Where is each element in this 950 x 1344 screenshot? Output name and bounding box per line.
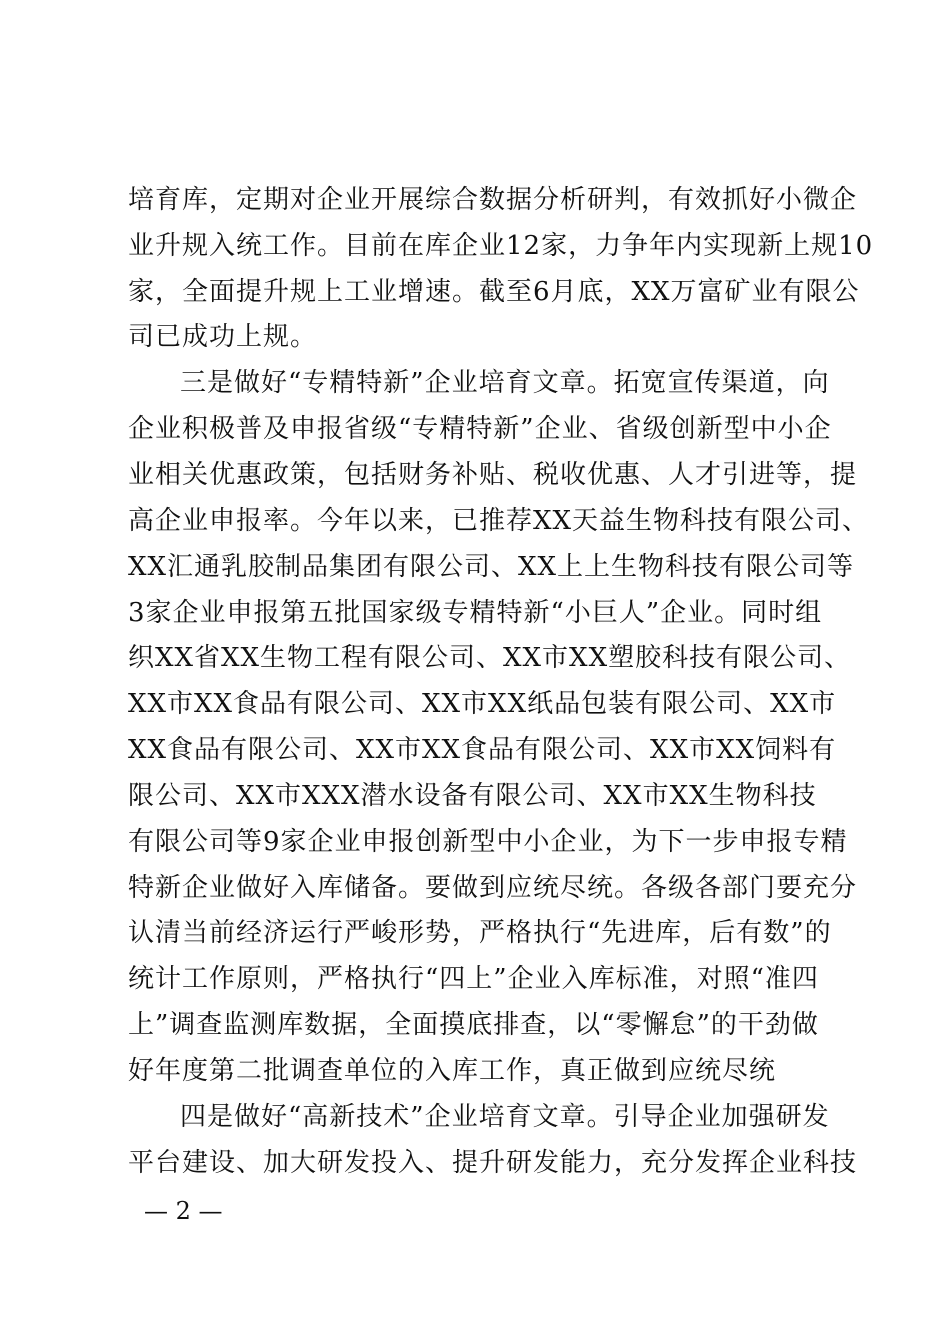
text-line: 好年度第二批调查单位的入库工作，真正做到应统尽统	[128, 1056, 777, 1086]
text-line: 限公司、XX市XXX潜水设备有限公司、XX市XX生物科技	[128, 781, 817, 811]
text-line: 培育库，定期对企业开展综合数据分析研判，有效抓好小微企	[128, 185, 858, 215]
text-line: 认清当前经济运行严峻形势，严格执行“先进库，后有数”的	[128, 918, 832, 948]
paragraph-start-line: 四是做好“高新技术”企业培育文章。引导企业加强研发	[180, 1102, 830, 1132]
text-line: 业升规入统工作。目前在库企业12家，力争年内实现新上规10	[128, 231, 874, 261]
text-line: 司已成功上规。	[128, 322, 318, 352]
text-line: 有限公司等9家企业申报创新型中小企业，为下一步申报专精	[128, 827, 848, 857]
text-line: 3家企业申报第五批国家级专精特新“小巨人”企业。同时组	[128, 598, 823, 628]
text-line: 特新企业做好入库储备。要做到应统尽统。各级各部门要充分	[128, 873, 858, 903]
text-line: XX食品有限公司、XX市XX食品有限公司、XX市XX饲料有	[128, 735, 837, 765]
text-line: 上”调查监测库数据，全面摸底排查，以“零懈怠”的干劲做	[128, 1010, 819, 1040]
text-line: XX汇通乳胶制品集团有限公司、XX上上生物科技有限公司等	[128, 552, 855, 582]
text-line: 平台建设、加大研发投入、提升研发能力，充分发挥企业科技	[128, 1148, 858, 1178]
page-number: — 2 —	[144, 1197, 223, 1225]
text-line: 企业积极普及申报省级“专精特新”企业、省级创新型中小企	[128, 414, 832, 444]
text-line: 家，全面提升规上工业增速。截至6月底，XX万富矿业有限公	[128, 277, 860, 307]
paragraph-start-line: 三是做好“专精特新”企业培育文章。拓宽宣传渠道，向	[180, 368, 830, 398]
text-line: 统计工作原则，严格执行“四上”企业入库标准，对照“准四	[128, 964, 819, 994]
text-line: 业相关优惠政策，包括财务补贴、税收优惠、人才引进等，提	[128, 460, 858, 490]
text-line: 织XX省XX生物工程有限公司、XX市XX塑胶科技有限公司、	[128, 643, 852, 673]
text-line: XX市XX食品有限公司、XX市XX纸品包装有限公司、XX市	[128, 689, 837, 719]
text-line: 高企业申报率。今年以来，已推荐XX天益生物科技有限公司、	[128, 506, 870, 536]
